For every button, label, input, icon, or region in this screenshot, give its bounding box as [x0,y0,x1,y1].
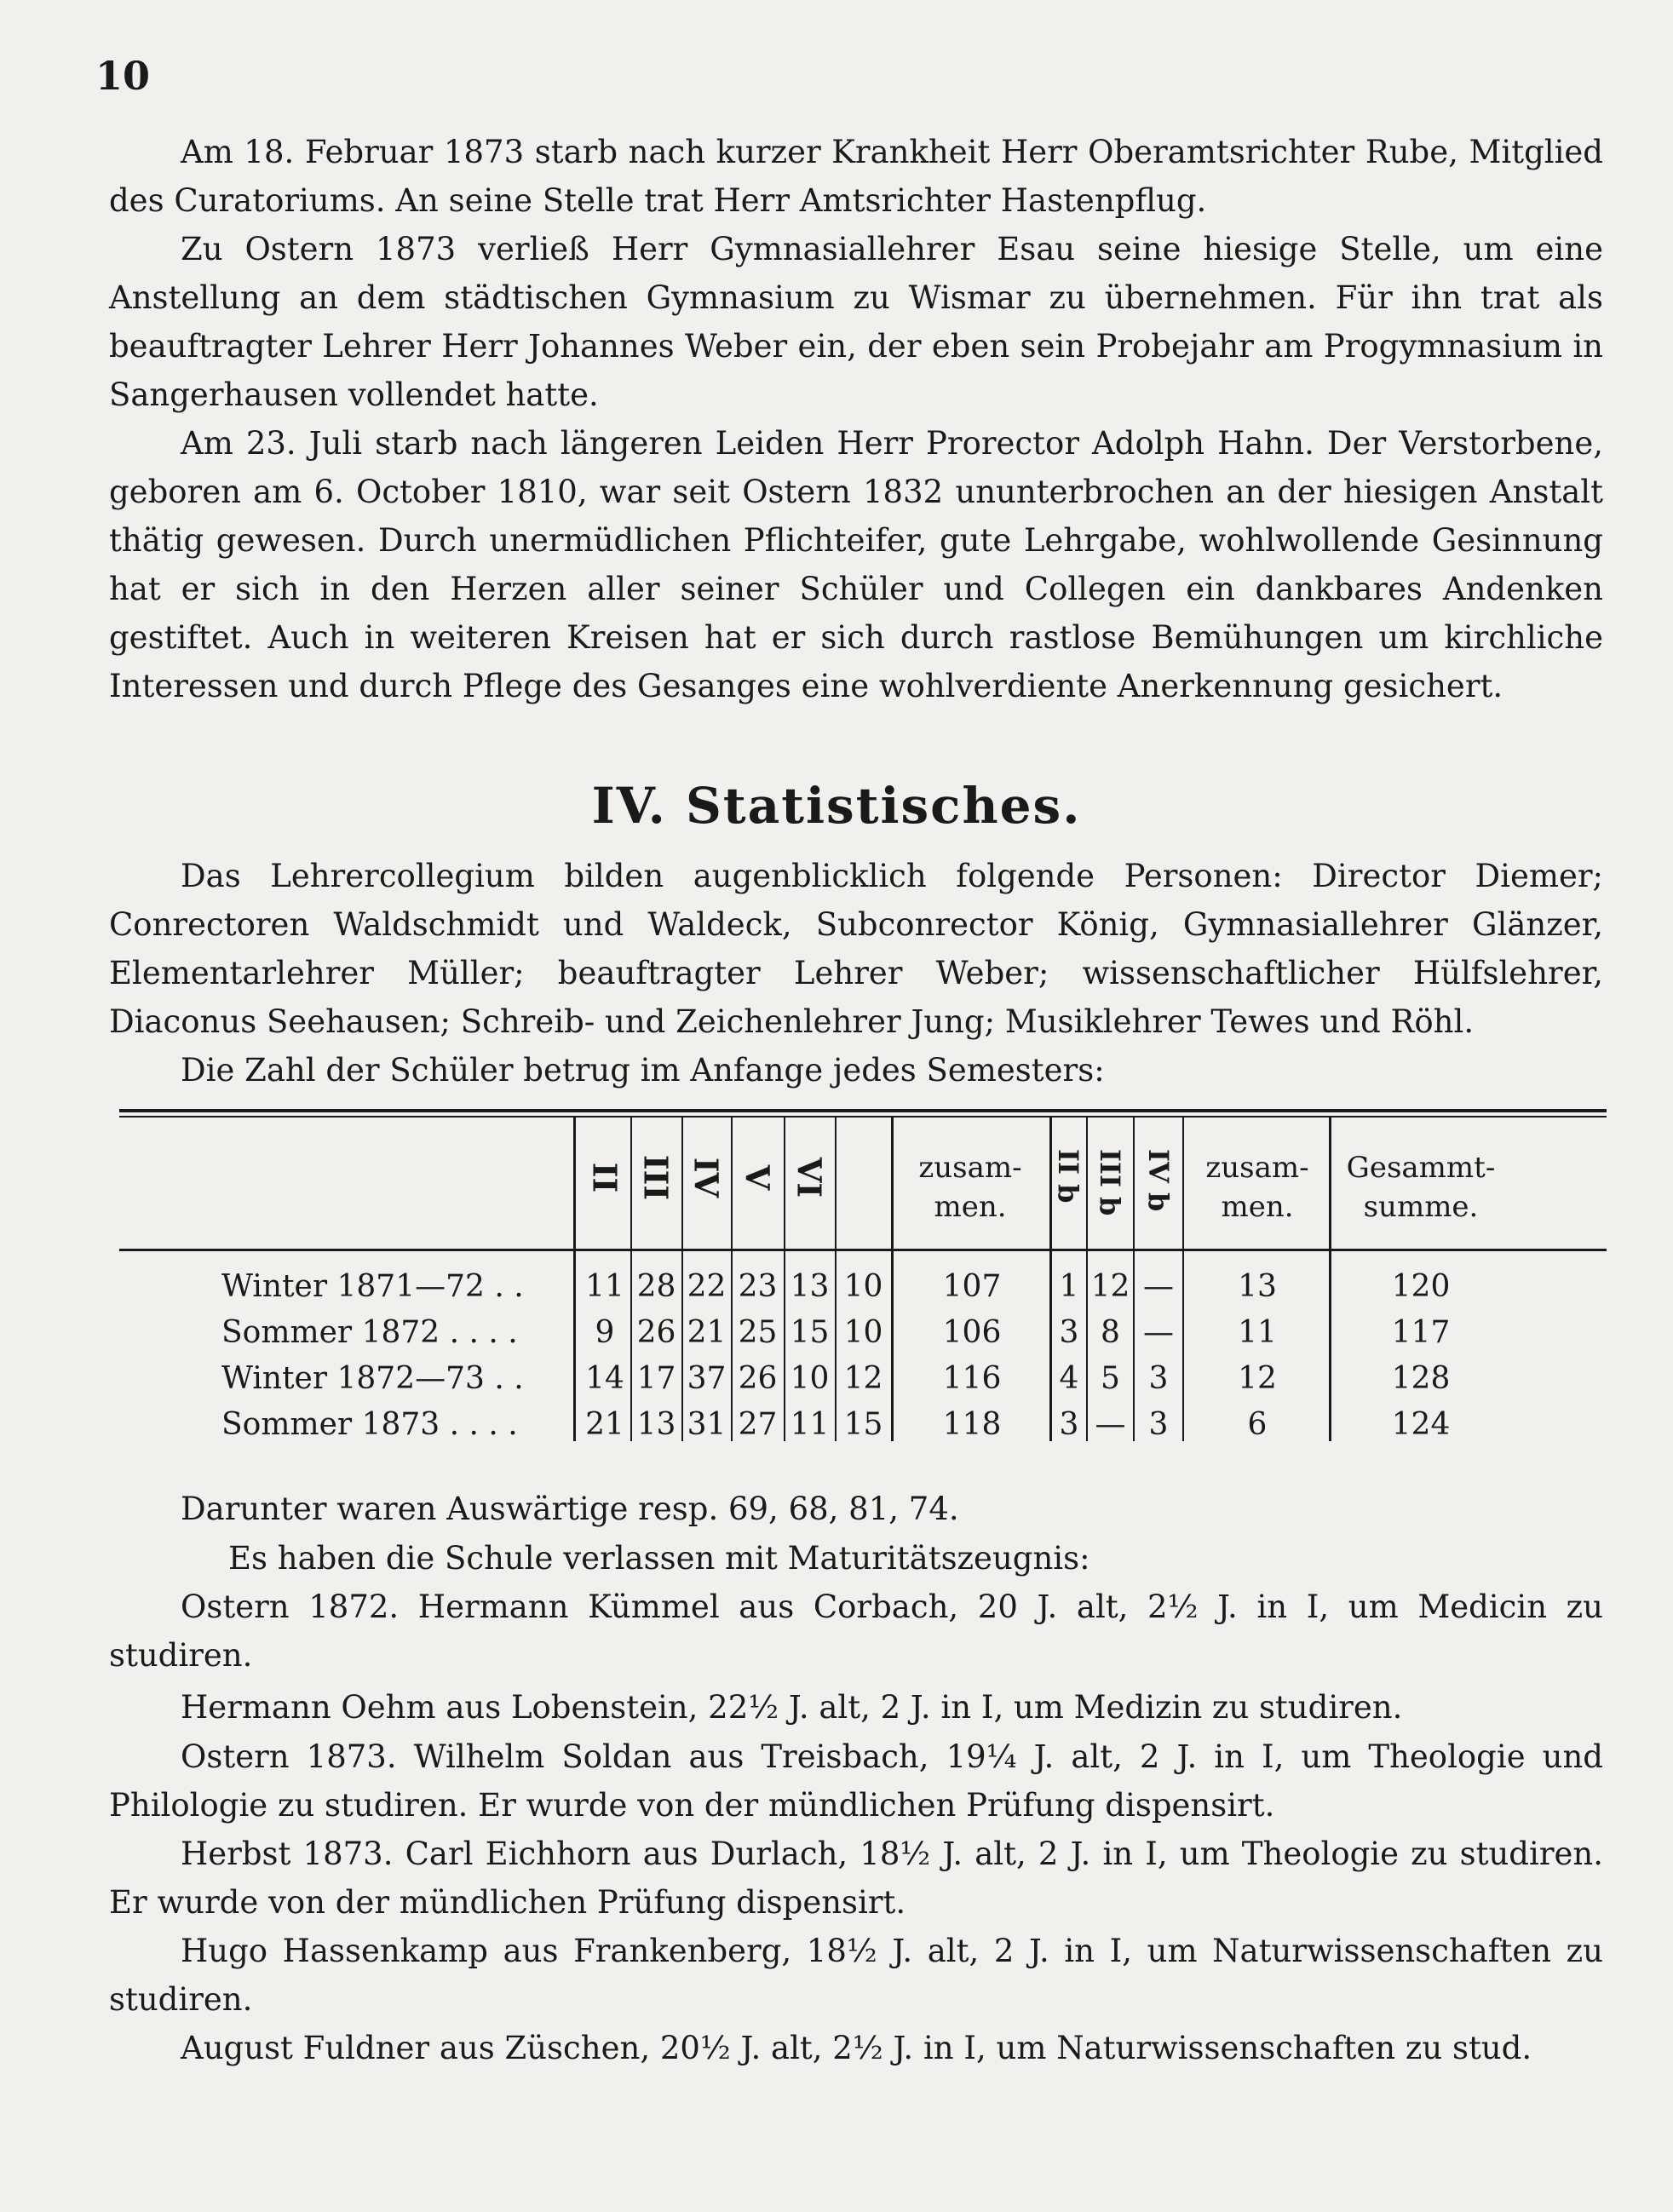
table-cell: 11 [585,1269,624,1304]
table-cell: 13 [790,1269,830,1304]
header-class-IIIb: III b [1094,1149,1126,1216]
header-class-III: III [636,1154,676,1201]
table-cell-total: 117 [1391,1315,1451,1350]
table-cell: 13 [636,1407,676,1442]
table-cell-sum: 6 [1247,1407,1268,1442]
table-cell-sum: 116 [942,1361,1002,1396]
table-row-label: Sommer 1873 . . . . [221,1407,518,1442]
table-vrule [1182,1117,1184,1441]
graduate-entry: Herbst 1873. Carl Eichhorn aus Durlach, 18½ J. alt, 2 J. in I, um Theologie zu studiren. Er wurde von der mündlichen Prüfung dispensirt. [109,1836,1603,1921]
teachers-paragraph: Das Lehrercollegium bilden augenblicklich folgende Personen: Director Diemer; Conrectoren Waldschmidt und Waldeck, Subconrector König, Gymnasiallehrer Glänzer, Elementarlehrer Müller; beauftragter Lehrer Weber; wissenschaftlicher Hülfslehrer, Diaconus Seehausen; Schreib- und Zeichenlehrer Jung; Musiklehrer Tewes und Röhl. [109,858,1603,1040]
table-cell: 21 [687,1315,727,1350]
section-heading: IV. Statistisches. [591,777,1082,835]
table-cell: 11 [790,1407,830,1442]
table-row-label: Sommer 1872 . . . . [221,1315,518,1350]
header-class-V: V [738,1164,777,1191]
table-cell: 25 [738,1315,778,1350]
table-top-rule-2 [119,1116,1607,1117]
table-cell: 27 [738,1407,778,1442]
paragraph-esau: Zu Ostern 1873 verließ Herr Gymnasiallehrer Esau seine hiesige Stelle, um eine Anstellung an dem städtischen Gymnasium zu Wismar zu übernehmen. Für ihn trat als beauftragter Lehrer Herr Johannes Weber ein, der eben sein Probejahr am Progymnasium in Sangerhausen vollendet hatte. [109,231,1603,413]
header-class-VI: VI [790,1157,829,1198]
table-cell: 28 [636,1269,676,1304]
table-cell: 10 [790,1361,830,1396]
table-intro: Die Zahl der Schüler betrug im Anfange jedes Semesters: [181,1052,1105,1089]
table-cell-total: 120 [1391,1269,1451,1304]
graduate-entry: Hermann Oehm aus Lobenstein, 22½ J. alt, 2 J. in I, um Medizin zu studiren. [181,1689,1403,1726]
table-cell: 10 [843,1315,883,1350]
header-class-IV: IV [687,1157,726,1198]
table-cell: 15 [843,1407,883,1442]
table-cell: 8 [1101,1315,1120,1350]
paragraph-hahn: Am 23. Juli starb nach längeren Leiden Herr Prorector Adolph Hahn. Der Verstorbene, geboren am 6. October 1810, war seit Ostern 1832 ununterbrochen an der hiesigen Anstalt thätig gewesen. Durch unermüdlichen Pflichteifer, gute Lehrgabe, wohlwollende Gesinnung hat er sich in den Herzen aller seiner Schüler und Collegen ein dankbares Andenken gestiftet. Auch in weiteren Kreisen hat er sich durch rastlose Bemühungen um kirchliche Interessen und durch Pflege des Gesanges eine wohlverdiente Anerkennung gesichert. [109,425,1603,704]
table-cell: 31 [687,1407,727,1442]
table-cell-sum: 12 [1238,1361,1277,1396]
table-cell: 3 [1148,1361,1169,1396]
table-top-rule [119,1109,1607,1112]
header-total: Gesammt- summe. [1346,1151,1496,1224]
table-cell: 3 [1059,1315,1079,1350]
table-cell: 3 [1059,1407,1079,1442]
header-class-IVb: IV b [1142,1149,1175,1212]
table-cell: 23 [738,1269,778,1304]
page-number: 10 [95,53,151,99]
table-cell: — [1143,1315,1174,1350]
table-cell-total: 124 [1391,1407,1451,1442]
paragraph-rube: Am 18. Februar 1873 starb nach kurzer Krankheit Herr Oberamtsrichter Rube, Mitglied des Curatoriums. An seine Stelle trat Herr Amtsrichter Hastenpflug. [109,134,1603,219]
table-cell-total: 128 [1391,1361,1451,1396]
table-cell: 1 [1059,1269,1079,1304]
auswaertige-line: Darunter waren Auswärtige resp. 69, 68, 81, 74. [181,1491,959,1527]
header-class-II: II [585,1162,624,1193]
table-cell: 21 [585,1407,624,1442]
table-vrule [573,1117,576,1441]
table-vrule [1329,1117,1331,1441]
table-cell-sum: 118 [942,1407,1002,1442]
table-cell: 9 [595,1315,615,1350]
table-cell-sum: 106 [942,1315,1002,1350]
table-cell: 37 [687,1361,727,1396]
header-sum-b: zusam- men. [1205,1151,1309,1224]
table-cell: — [1095,1407,1126,1442]
table-row-label: Winter 1872—73 . . [221,1361,524,1396]
header-class-IIb: II b [1052,1149,1084,1204]
table-cell: 26 [738,1361,778,1396]
table-cell: 22 [687,1269,727,1304]
table-cell: 12 [843,1361,883,1396]
table-header-rule [119,1249,1607,1251]
table-cell: 12 [1090,1269,1130,1304]
header-sum-a: zusam- men. [918,1151,1022,1224]
table-cell: 14 [585,1361,624,1396]
table-cell: 17 [636,1361,676,1396]
table-cell: 4 [1059,1361,1079,1396]
matura-intro: Es haben die Schule verlassen mit Maturitätszeugnis: [228,1540,1090,1577]
table-cell-sum: 13 [1238,1269,1277,1304]
table-cell: 3 [1148,1407,1169,1442]
table-row-label: Winter 1871—72 . . [221,1269,524,1304]
table-cell: 5 [1101,1361,1120,1396]
table-cell: 26 [636,1315,676,1350]
table-cell: 10 [843,1269,883,1304]
graduate-entry: August Fuldner aus Züschen, 20½ J. alt, 2½ J. in I, um Naturwissenschaften zu stud. [181,2030,1532,2066]
table-cell: — [1143,1269,1174,1304]
table-cell: 15 [790,1315,830,1350]
table-cell-sum: 11 [1238,1315,1277,1350]
graduate-entry: Ostern 1872. Hermann Kümmel aus Corbach, 20 J. alt, 2½ J. in I, um Medicin zu studiren. [109,1589,1603,1674]
graduate-entry: Ostern 1873. Wilhelm Soldan aus Treisbach, 19¼ J. alt, 2 J. in I, um Theologie und Philologie zu studiren. Er wurde von der mündlichen Prüfung dispensirt. [109,1738,1603,1824]
graduate-entry: Hugo Hassenkamp aus Frankenberg, 18½ J. alt, 2 J. in I, um Naturwissenschaften zu studiren. [109,1933,1603,2018]
table-cell-sum: 107 [942,1269,1002,1304]
